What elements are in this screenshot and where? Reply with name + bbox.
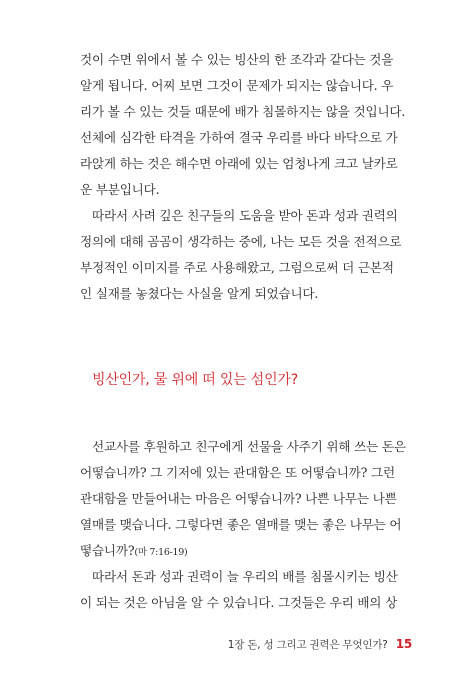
text-line: 관대함을 만들어내는 마음은 어떻습니까? 나쁜 나무는 나쁜 — [80, 491, 397, 506]
text-line: 정의에 대해 곰곰이 생각하는 중에, 나는 모든 것을 전적으로 — [80, 234, 402, 249]
text-line: 것이 수면 위에서 볼 수 있는 빙산의 한 조각과 같다는 것을 — [80, 52, 394, 67]
text-line: 부정적인 이미지를 주로 사용해왔고, 그럼으로써 더 근본적 — [80, 260, 394, 275]
chapter-title: 1장 돈, 성 그리고 권력은 무엇인가? — [227, 639, 388, 651]
text-line: 따라서 돈과 성과 권력이 늘 우리의 배를 침몰시키는 빙산 — [92, 569, 398, 584]
text-line: 인 실재를 놓쳤다는 사실을 알게 되었습니다. — [80, 286, 319, 301]
text-line: 라앉게 하는 것은 해수면 아래에 있는 엄청나게 크고 날카로 — [80, 156, 398, 171]
text-line: 리가 볼 수 있는 것들 때문에 배가 침몰하지는 않을 것입니다. — [80, 104, 406, 119]
text-line: 따라서 사려 깊은 친구들의 도움을 받아 돈과 성과 권력의 — [92, 208, 398, 223]
page-footer — [228, 637, 412, 652]
section-heading: 빙산인가, 물 위에 떠 있는 섬인가? — [92, 372, 298, 388]
text-line: 어떻습니까? 그 기저에 있는 관대함은 또 어떻습니까? 그런 — [80, 465, 395, 480]
text-line: 운 부분입니다. — [80, 182, 160, 197]
body-text-section-2 — [80, 434, 406, 616]
text-line: 열매를 맺습니다. 그렇다면 좋은 열매를 맺는 좋은 나무는 어 — [80, 517, 402, 532]
text-line-with-reference — [80, 538, 392, 564]
page-number: 15 — [395, 637, 412, 651]
body-text-section-1 — [80, 47, 406, 307]
verse-reference: (마 7:16-19) — [134, 547, 188, 558]
text-line: 선체에 심각한 타격을 가하여 결국 우리를 바다 바닥으로 가 — [80, 130, 398, 145]
text-line: 알게 됩니다. 어찌 보면 그것이 문제가 되지는 않습니다. 우 — [80, 78, 394, 93]
text-line: 선교사를 후원하고 친구에게 선물을 사주기 위해 쓰는 돈은 — [92, 439, 406, 454]
text-line: 이 되는 것은 아님을 알 수 있습니다. 그것들은 우리 배의 상 — [80, 595, 398, 610]
text-fragment: 떻습니까? — [80, 543, 135, 558]
